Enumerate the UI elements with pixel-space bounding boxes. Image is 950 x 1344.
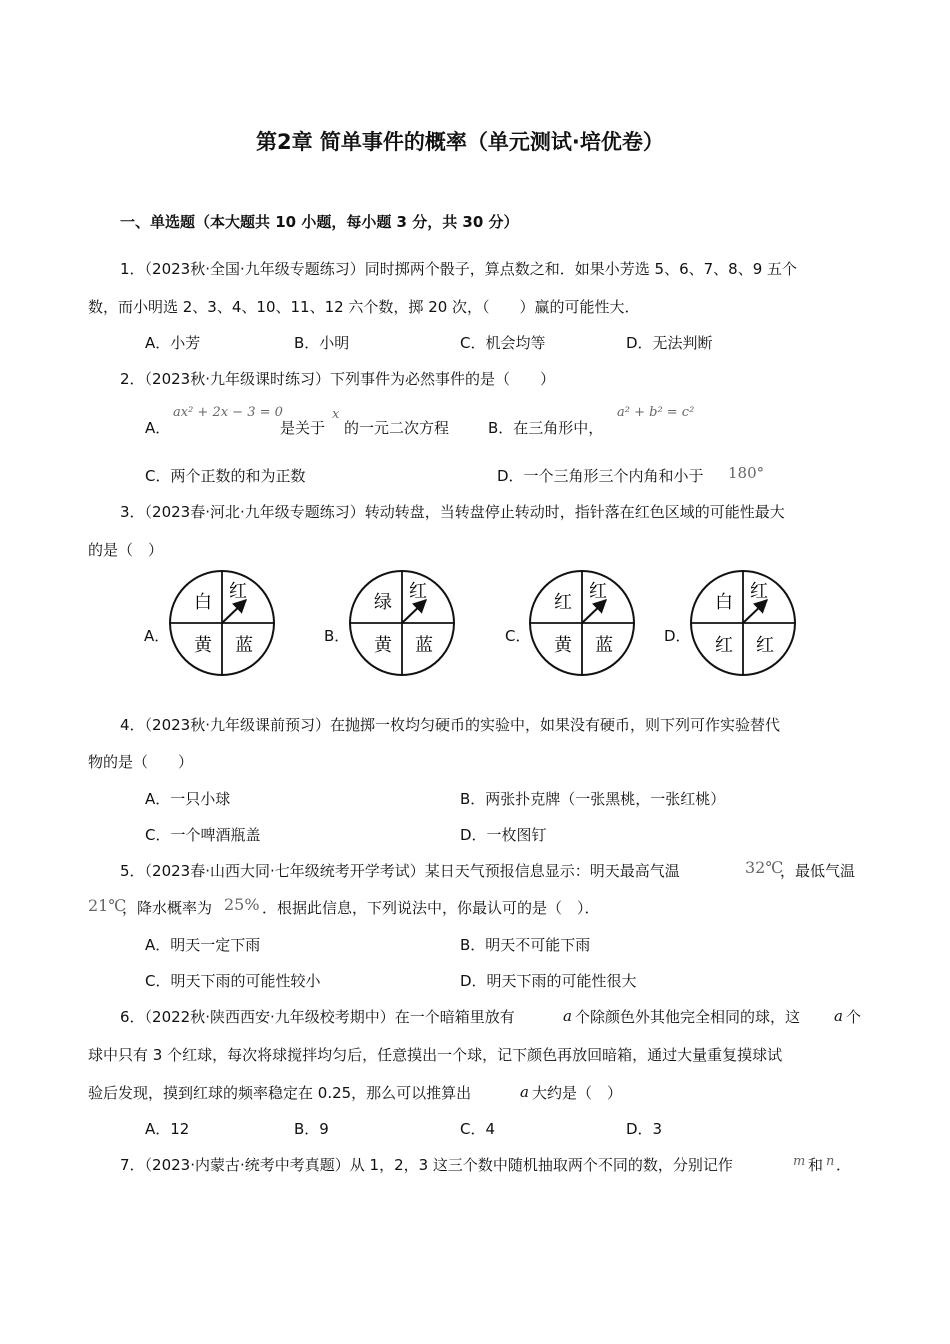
q6-stem-line1: 6．（2022秋·陕西西安·九年级校考期中）在一个暗箱里放有 — [120, 1008, 515, 1026]
spinner-a-sector-tr: 红 — [229, 581, 247, 602]
spinner-b-sector-tr: 红 — [409, 581, 427, 602]
page-title: 第2章 简单事件的概率（单元测试·培优卷） — [256, 130, 664, 154]
spinner-b-sector-bl: 黄 — [374, 635, 392, 656]
q4-stem-line1: 4．（2023秋·九年级课前预习）在抛掷一枚均匀硬币的实验中，如果没有硬币，则下列可作实验替代 — [120, 716, 780, 734]
q2-option-b-equation: a² + b² = c² — [617, 405, 695, 420]
section-heading: 一、单选题（本大题共 10 小题，每小题 3 分，共 30 分） — [120, 213, 519, 231]
q7-text-end: ． — [836, 1156, 852, 1174]
q2-option-c: C．两个正数的和为正数 — [145, 467, 306, 485]
q6-var-a-2: a — [834, 1007, 843, 1025]
q5-option-c: C．明天下雨的可能性较小 — [145, 972, 321, 990]
q6-var-a-3: a — [520, 1083, 529, 1101]
q2-option-a-end: 的一元二次方程 — [344, 419, 450, 437]
q3-stem-line2: 的是（ ） — [88, 541, 164, 559]
q1-option-c: C．机会均等 — [460, 334, 546, 352]
spinner-a-label: A． — [144, 627, 170, 645]
spinner-a-sector-br: 蓝 — [235, 635, 253, 656]
q4-option-d: D．一枚图钉 — [460, 826, 547, 844]
q5-stem-line2: ，降水概率为 — [122, 899, 213, 917]
q1-stem-line2: 数，而小明选 2、3、4、10、11、12 六个数，掷 20 次，（ ）赢的可能性大． — [88, 298, 640, 316]
spinner-a — [170, 571, 274, 675]
spinner-c-sector-br: 蓝 — [595, 635, 613, 656]
q2-option-a-var: x — [332, 407, 340, 422]
q6-stem-line1-end: 个 — [846, 1008, 862, 1026]
q5-stem-line1: 5．（2023春·山西大同·七年级统考开学考试）某日天气预报信息显示：明天最高气温 — [120, 862, 680, 880]
spinner-b-label: B． — [324, 627, 350, 645]
q7-stem-line1: 7．（2023·内蒙古·统考中考真题）从 1，2，3 这三个数中随机抽取两个不同的数，分别记作 — [120, 1156, 733, 1174]
q5-option-b: B．明天不可能下雨 — [460, 936, 591, 954]
spinner-c — [530, 571, 634, 675]
q6-option-a: A．12 — [145, 1120, 190, 1138]
q7-var-m: m — [793, 1154, 806, 1169]
q4-option-a: A．一只小球 — [145, 790, 231, 808]
spinner-d-sector-bl: 红 — [715, 635, 733, 656]
spinner-d-sector-br: 红 — [756, 635, 774, 656]
q6-option-c: C．4 — [460, 1120, 496, 1138]
q2-option-a-equation: ax² + 2x − 3 = 0 — [173, 405, 283, 420]
spinner-c-sector-tr: 红 — [589, 581, 607, 602]
q5-option-d: D．明天下雨的可能性很大 — [460, 972, 637, 990]
q2-option-a-text: 是关于 — [280, 419, 326, 437]
spinner-d-sector-tl: 白 — [715, 592, 733, 613]
q5-rain-probability: 25% — [224, 895, 260, 914]
q6-stem-line2: 球中只有 3 个红球，每次将球搅拌均匀后，任意摸出一个球，记下颜色再放回暗箱，通过大量重复摸球试 — [88, 1046, 783, 1064]
q2-option-b: B．在三角形中， — [488, 419, 604, 437]
q1-option-b: B．小明 — [294, 334, 350, 352]
spinner-d — [691, 571, 795, 675]
spinner-a-sector-bl: 黄 — [194, 635, 212, 656]
spinner-c-sector-bl: 黄 — [554, 635, 572, 656]
spinner-b — [350, 571, 454, 675]
q2-option-d: D．一个三角形三个内角和小于 — [497, 467, 704, 485]
q2-option-d-value: 180° — [728, 464, 765, 482]
spinner-b-sector-br: 蓝 — [415, 635, 433, 656]
q1-stem-line1: 1．（2023秋·全国·九年级专题练习）同时掷两个骰子，算点数之和．如果小芳选 5、6、7、8、9 五个 — [120, 260, 798, 278]
q6-var-a: a — [563, 1007, 572, 1025]
q3-stem-line1: 3．（2023春·河北·九年级专题练习）转动转盘，当转盘停止转动时，指针落在红色区域的可能性最大 — [120, 503, 785, 521]
q1-option-d: D．无法判断 — [626, 334, 713, 352]
q6-option-b: B．9 — [294, 1120, 329, 1138]
q4-option-b: B．两张扑克牌（一张黑桃，一张红桃） — [460, 790, 726, 808]
q2-stem: 2．（2023秋·九年级课时练习）下列事件为必然事件的是（ ） — [120, 370, 555, 388]
q5-stem-line2-end: ．根据此信息，下列说法中，你最认可的是（ ）． — [262, 899, 600, 917]
q5-temp-low: 21℃ — [88, 896, 127, 915]
q5-stem-line1-end: ，最低气温 — [780, 862, 856, 880]
q6-option-d: D．3 — [626, 1120, 663, 1138]
spinner-c-label: C． — [505, 627, 531, 645]
q5-option-a: A．明天一定下雨 — [145, 936, 261, 954]
q6-stem-line1-mid: 个除颜色外其他完全相同的球，这 — [575, 1008, 801, 1026]
q4-stem-line2: 物的是（ ） — [88, 753, 194, 771]
spinner-d-label: D． — [664, 627, 691, 645]
q4-option-c: C．一个啤酒瓶盖 — [145, 826, 261, 844]
spinner-a-sector-tl: 白 — [194, 592, 212, 613]
spinner-b-sector-tl: 绿 — [374, 592, 392, 613]
spinner-c-sector-tl: 红 — [554, 592, 572, 613]
q5-temp-high: 32℃ — [745, 858, 784, 877]
spinner-d-sector-tr: 红 — [750, 581, 768, 602]
q6-stem-line3-end: 大约是（ ） — [532, 1084, 623, 1102]
q2-option-a-label: A． — [145, 419, 171, 437]
q6-stem-line3: 验后发现，摸到红球的频率稳定在 0.25，那么可以推算出 — [88, 1084, 472, 1102]
q7-text-and: 和 — [808, 1156, 824, 1174]
q1-option-a: A．小芳 — [145, 334, 201, 352]
q7-var-n: n — [826, 1154, 835, 1169]
